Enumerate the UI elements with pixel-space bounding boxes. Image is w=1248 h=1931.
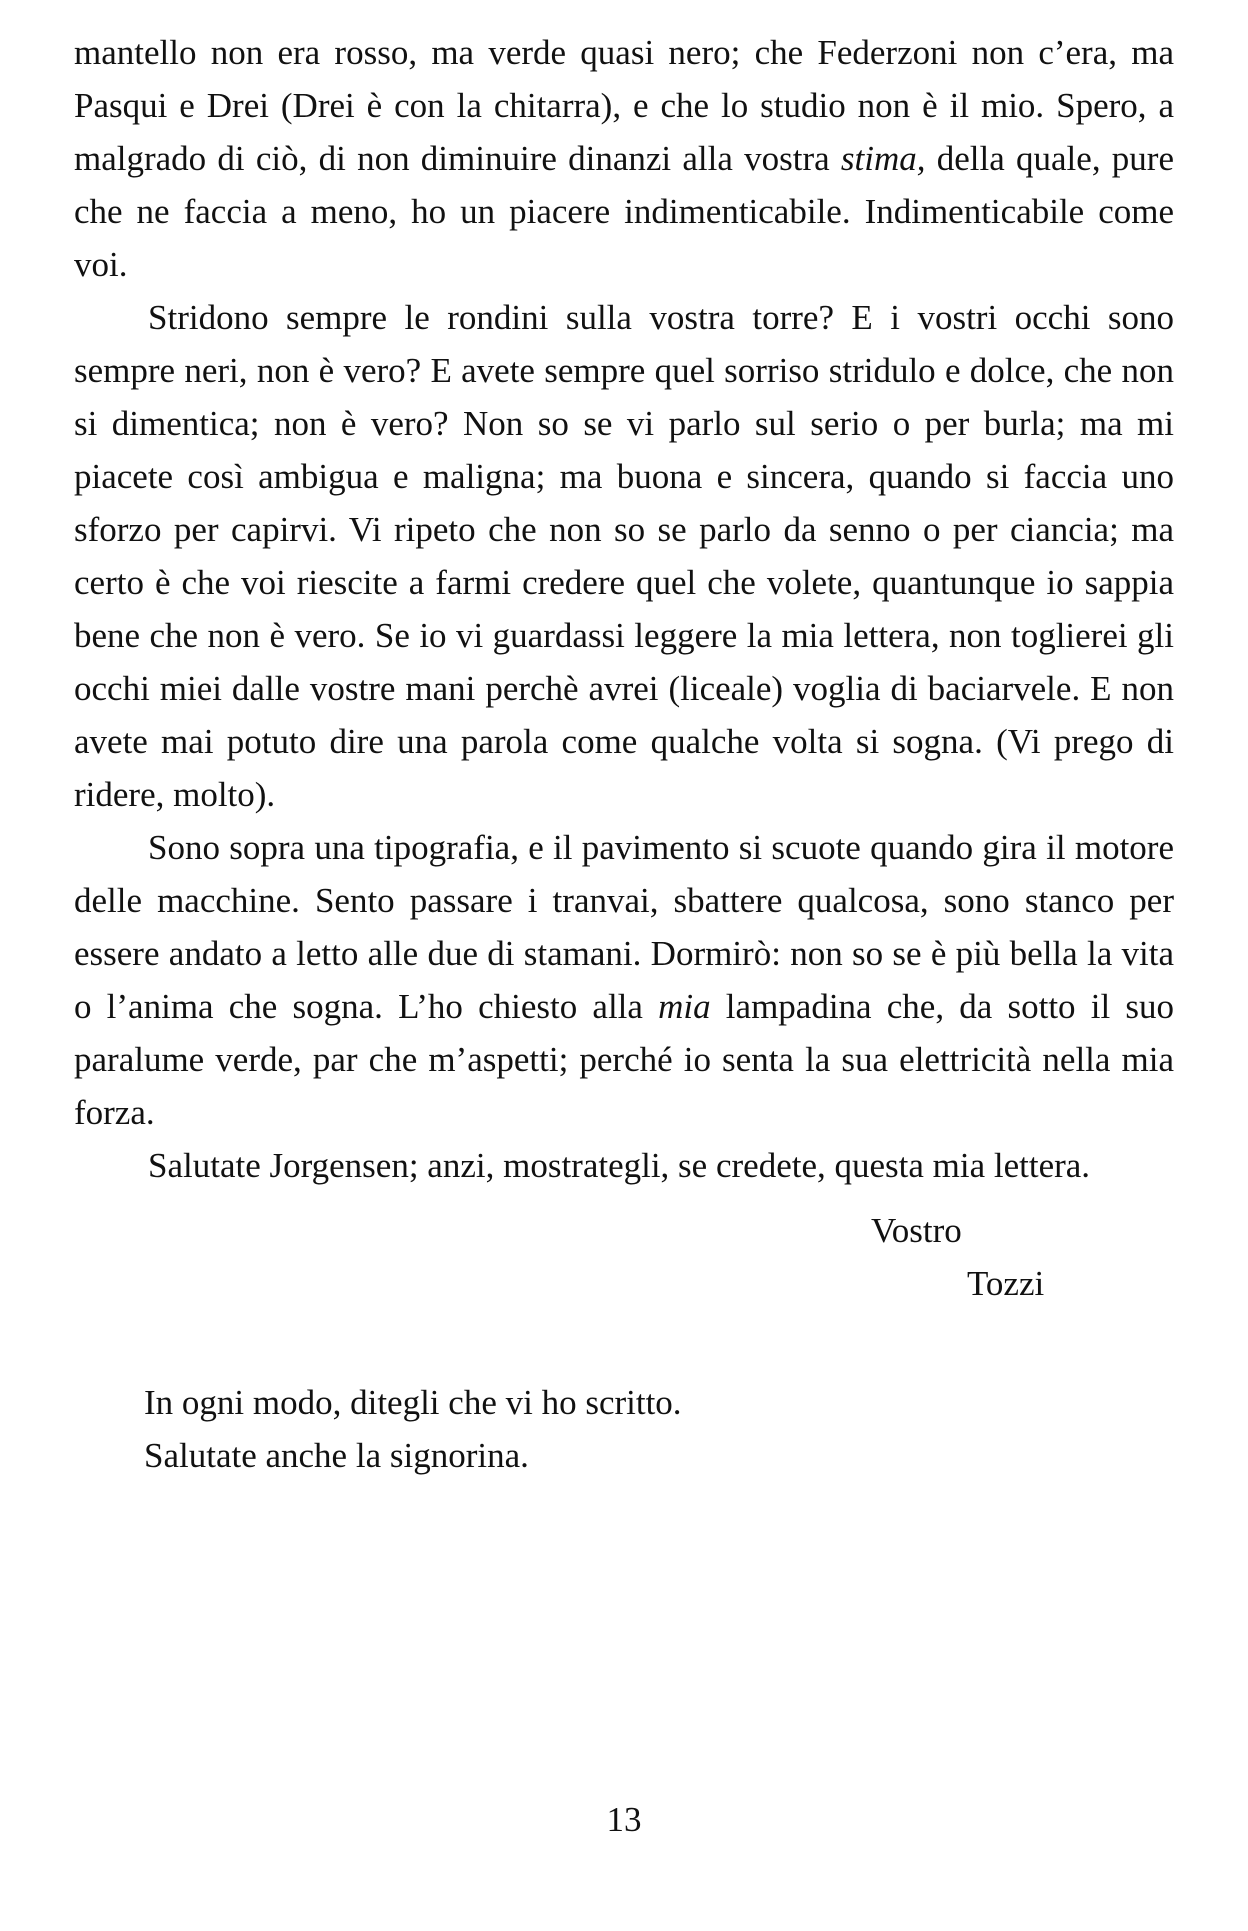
paragraph-p4 xyxy=(74,1139,1174,1192)
text-segment: Stridono sempre le rondini sulla vostra torre? E i vostri occhi sono sempre neri, non è vero? E avete sempre quel sorriso stridulo e dolce, che non si dimentica; non è vero? Non so se vi parlo sul serio o per burla; ma mi piacete così ambigua e maligna; ma buona e sincera, quando si faccia uno sforzo per capirvi. Vi ripeto che non so se parlo da senno o per ciancia; ma certo è che voi riescite a farmi credere quel che volete, quantunque io sappia bene che non è vero. Se io vi guardassi leggere la mia lettera, non toglierei gli occhi miei dalle vostre mani perchè avrei (liceale) voglia di baciarvele. E non avete mai potuto dire una parola come qualche volta si sogna. (Vi prego di ridere, molto). xyxy=(74,298,1174,814)
letter-page xyxy=(74,26,1174,1482)
text-segment: della quale, pure che ne faccia a meno, ho un piacere indimenticabile. Indimenticabile come voi. xyxy=(74,139,1174,284)
postscript-line-2: Salutate anche la signorina. xyxy=(144,1436,529,1475)
paragraph-p1 xyxy=(74,26,1174,291)
text-segment: Salutate Jorgensen; anzi, mostrategli, se credete, questa mia lettera. xyxy=(148,1146,1091,1185)
signature-name: Tozzi xyxy=(967,1264,1045,1303)
text-segment: Sono sopra una tipografia, e il pavimento si scuote quando gira il motore delle macchine. Sento passare i tranvai, sbattere qualcosa, sono stanco per essere andato a letto alle due di stamani. Dormirò: non so se è più bella la vita o l’anima che sogna. L’ho chiesto alla xyxy=(74,828,1174,1026)
text-segment: mantello non era rosso, ma verde quasi nero; che Federzoni non c’era, ma Pasqui e Drei (Drei è con la chitarra), e che lo studio non è il mio. Spero, a malgrado di ciò, di non diminuire dinanzi alla vostra xyxy=(74,33,1174,178)
postscript xyxy=(144,1376,1174,1482)
postscript-line-1: In ogni modo, ditegli che vi ho scritto. xyxy=(144,1383,682,1422)
signature-closing: Vostro xyxy=(871,1211,962,1250)
paragraph-p2 xyxy=(74,291,1174,821)
paragraph-p3 xyxy=(74,821,1174,1139)
signature-block xyxy=(74,1204,1174,1310)
text-segment: lampadina che, da sotto il suo paralume verde, par che m’aspetti; perché io senta la sua elettricità nella mia forza. xyxy=(74,987,1174,1132)
page-number: 13 xyxy=(606,1800,642,1839)
italic-emphasis: stima, xyxy=(840,139,926,178)
italic-emphasis: mia xyxy=(658,987,711,1026)
letter-body xyxy=(74,26,1174,1192)
